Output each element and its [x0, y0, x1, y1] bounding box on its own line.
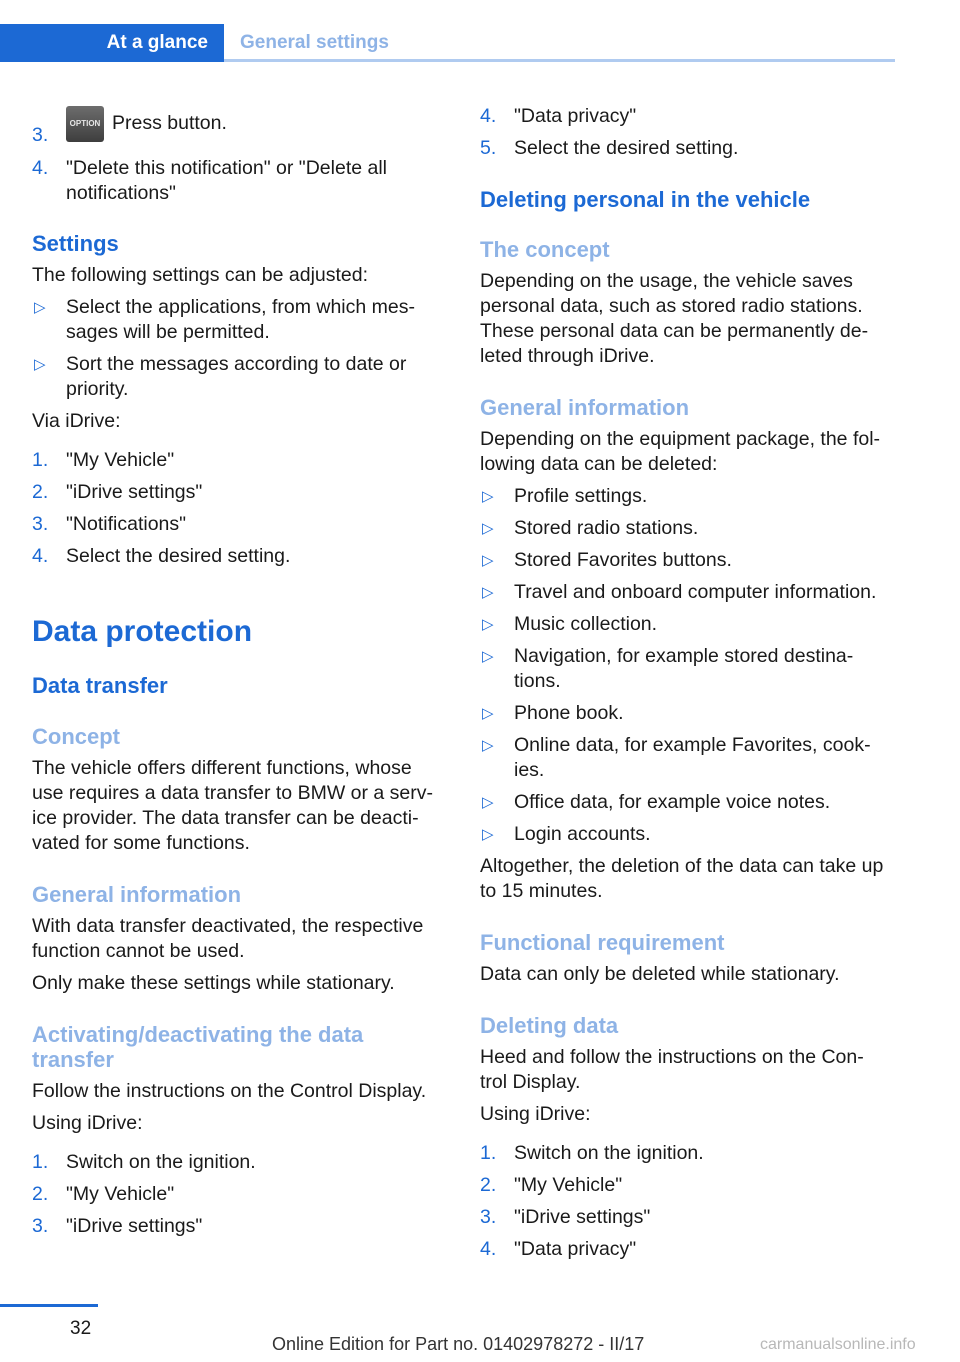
triangle-bullet-icon: ▷ — [482, 488, 494, 505]
tab-at-a-glance[interactable]: At a glance — [0, 24, 224, 62]
triangle-bullet-icon: ▷ — [482, 737, 494, 754]
general-info-text: Depending on the equipment package, the fol- lowing data can be deleted: — [480, 428, 881, 475]
footer-rule — [0, 1304, 98, 1307]
heading-concept: Concept — [32, 724, 120, 749]
heading-general-information: General information — [32, 882, 242, 907]
the-concept-text: Depending on the usage, the vehicle saves personal data, such as stored radio stations. These personal data can be permanently de- leted through iDrive. — [480, 270, 869, 367]
heading-settings: Settings — [32, 231, 119, 256]
triangle-bullet-icon: ▷ — [482, 616, 494, 633]
heed-text: Heed and follow the instructions on the Con- trol Display. — [480, 1046, 864, 1093]
triangle-bullet-icon: ▷ — [482, 584, 494, 601]
heading-general-information: General information — [480, 395, 690, 420]
triangle-bullet-icon: ▷ — [482, 794, 494, 811]
heading-activating: Activating/deactivating the data transfer — [32, 1022, 364, 1072]
triangle-bullet-icon: ▷ — [482, 520, 494, 537]
triangle-bullet-icon: ▷ — [482, 648, 494, 665]
heading-data-transfer: Data transfer — [32, 673, 168, 698]
option-button-icon: OPTION — [66, 106, 104, 142]
general-info-text: With data transfer deactivated, the respective function cannot be used. — [32, 915, 424, 962]
page-number: 32 — [70, 1318, 92, 1339]
triangle-bullet-icon: ▷ — [482, 705, 494, 722]
altogether-text: Altogether, the deletion of the data can take up to 15 minutes. — [480, 855, 884, 902]
tab-general-settings[interactable]: General settings — [240, 32, 389, 53]
triangle-bullet-icon: ▷ — [34, 299, 46, 316]
heading-the-concept: The concept — [480, 237, 610, 262]
watermark: carmanualsonline.info — [760, 1336, 916, 1353]
heading-deleting-data: Deleting data — [480, 1013, 619, 1038]
heading-functional-requirement: Functional requirement — [480, 930, 725, 955]
triangle-bullet-icon: ▷ — [482, 552, 494, 569]
using-idrive: Using iDrive: — [32, 1112, 143, 1134]
heading-data-protection: Data protection — [32, 615, 253, 648]
edition-text: Online Edition for Part no. 01402978272 - II/17 — [272, 1334, 645, 1354]
page-header — [0, 24, 895, 62]
concept-text: The vehicle offers different functions, whose use requires a data transfer to BMW or a serv- ice provider. The data transfer can be deacti- vated for some functions. — [32, 757, 433, 854]
triangle-bullet-icon: ▷ — [34, 356, 46, 373]
triangle-bullet-icon: ▷ — [482, 826, 494, 843]
functional-text: Data can only be deleted while stationary. — [480, 963, 840, 985]
settings-intro: The following settings can be adjusted: — [32, 264, 369, 286]
header-rule — [224, 59, 895, 62]
heading-deleting-personal: Deleting personal in the vehicle — [480, 187, 811, 212]
using-idrive: Using iDrive: — [480, 1103, 591, 1125]
stationary-note: Only make these settings while stationary. — [32, 972, 395, 994]
follow-instructions: Follow the instructions on the Control Display. — [32, 1080, 427, 1102]
via-idrive: Via iDrive: — [32, 410, 121, 432]
